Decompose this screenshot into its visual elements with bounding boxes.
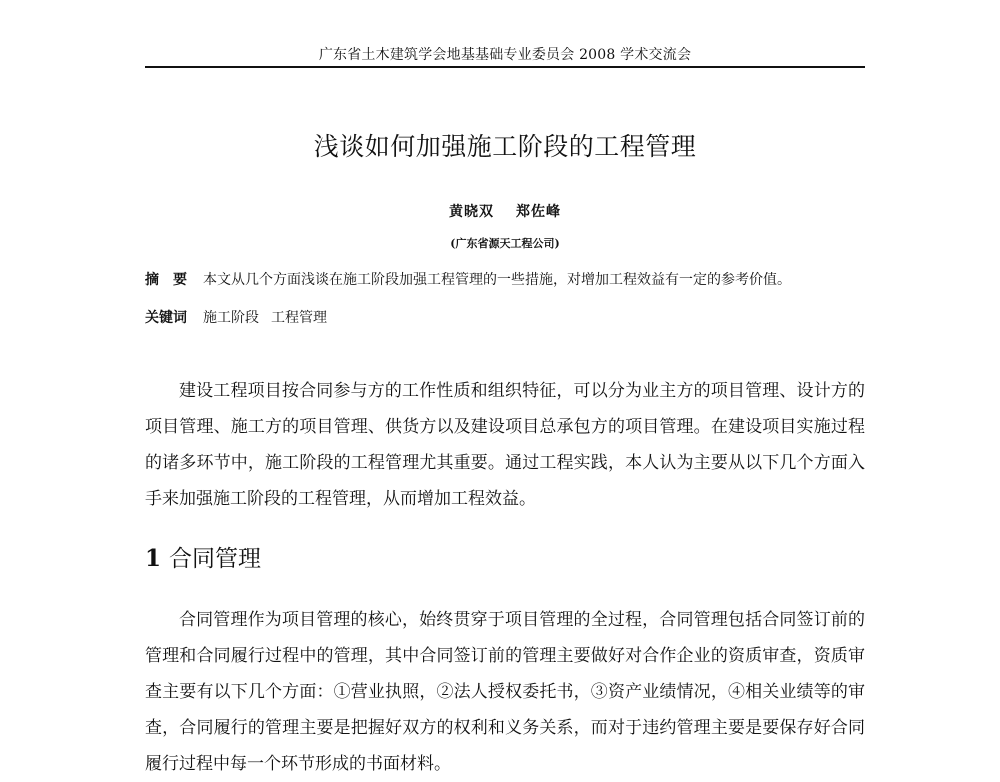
author-affiliation: (广东省源天工程公司) <box>450 237 560 250</box>
abstract-text: 本文从几个方面浅谈在施工阶段加强工程管理的一些措施，对增加工程效益有一定的参考价值。 <box>203 272 791 288</box>
running-header: 广东省土木建筑学会地基基础专业委员会 2008 学术交流会 <box>318 47 692 63</box>
section-title: 合同管理 <box>169 546 262 572</box>
keywords-label: 关键词 <box>145 310 187 326</box>
abstract <box>145 269 865 289</box>
intro-paragraph: 建设工程项目按合同参与方的工作性质和组织特征，可以分为业主方的项目管理、设计方的项目管理、施工方的项目管理、供货方以及建设项目总承包方的项目管理。在建设项目实施过程的诸多环节中，施工阶段的工程管理尤其重要。通过工程实践，本人认为主要从以下几个方面入手来加强施工阶段的工程管理，从而增加工程效益。 <box>145 381 865 509</box>
abstract-label: 摘 要 <box>145 272 187 288</box>
section-number: 1 <box>145 545 162 572</box>
section-paragraph: 合同管理作为项目管理的核心，始终贯穿于项目管理的全过程，合同管理包括合同签订前的管理和合同履行过程中的管理，其中合同签订前的管理主要做好对合作企业的资质审查，资质审查主要有以下几个方面：①营业执照，②法人授权委托书，③资产业绩情况，④相关业绩等的审查，合同履行的管理主要是把握好双方的权利和义务关系，而对于违约管理主要是要保存好合同履行过程中每一个环节形成的书面材料。 <box>145 610 865 774</box>
keyword: 工程管理 <box>271 310 327 326</box>
keyword: 施工阶段 <box>203 310 259 326</box>
header-rule <box>145 66 865 68</box>
paper-title: 浅谈如何加强施工阶段的工程管理 <box>313 132 697 161</box>
author-name: 郑佐峰 <box>516 204 561 220</box>
keywords <box>145 307 865 327</box>
section-heading <box>145 540 261 573</box>
author-list <box>145 201 865 221</box>
author-name: 黄晓双 <box>449 204 494 220</box>
